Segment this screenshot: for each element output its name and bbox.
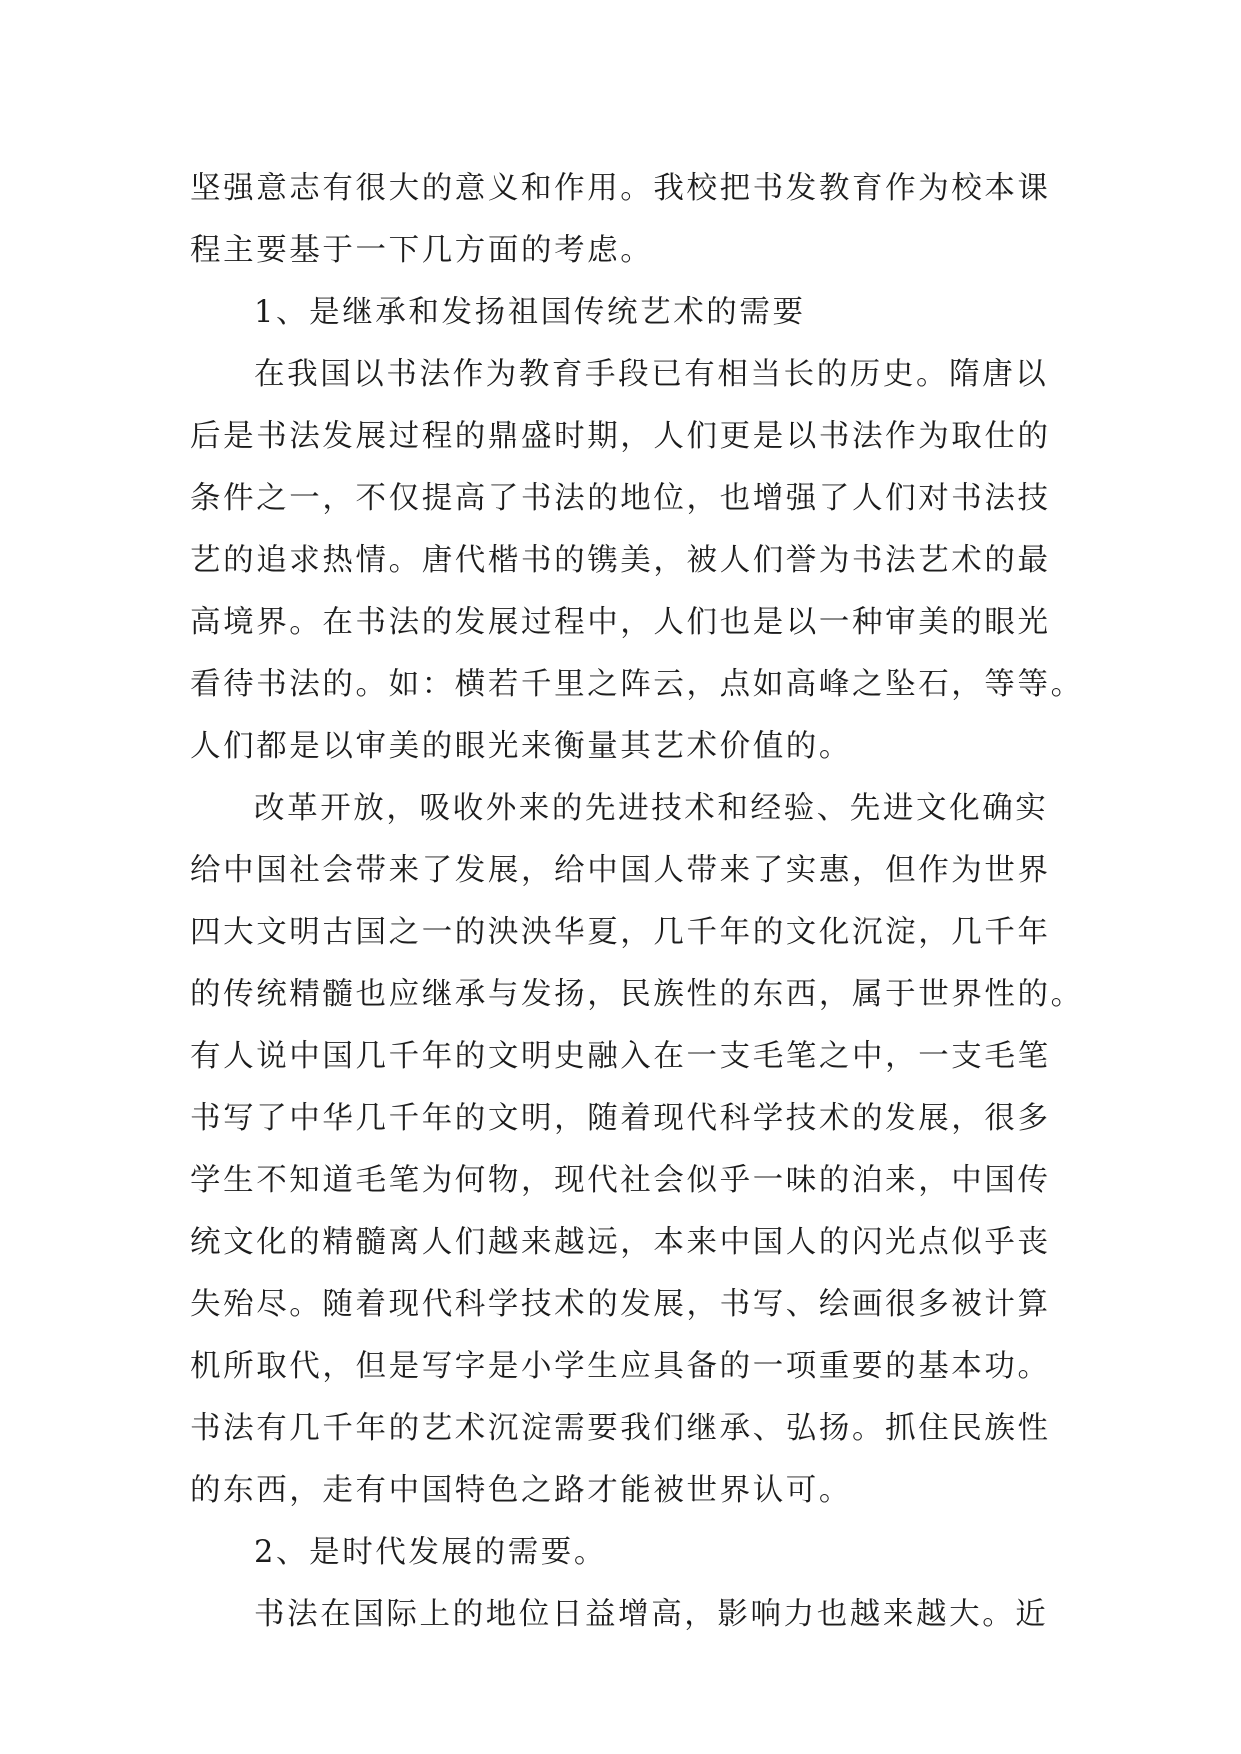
text-line: 后是书法发展过程的鼎盛时期，人们更是以书法作为取仕的	[190, 419, 1051, 454]
text-line: 程主要基于一下几方面的考虑。	[190, 233, 654, 268]
text-line: 条件之一，不仅提高了书法的地位，也增强了人们对书法技	[190, 481, 1051, 516]
text-line: 的传统精髓也应继承与发扬，民族性的东西，属于世界性的。	[190, 977, 1084, 1012]
body-text	[190, 158, 1084, 1646]
text-line: 书法有几千年的艺术沉淀需要我们继承、弘扬。抓住民族性	[190, 1411, 1051, 1446]
text-line: 在我国以书法作为教育手段已有相当长的历史。隋唐以	[254, 357, 1049, 392]
text-line: 的东西，走有中国特色之路才能被世界认可。	[190, 1473, 852, 1508]
text-line: 坚强意志有很大的意义和作用。我校把书发教育作为校本课	[190, 171, 1051, 206]
text-line: 给中国社会带来了发展，给中国人带来了实惠，但作为世界	[190, 853, 1051, 888]
section-heading: 1、是继承和发扬祖国传统艺术的需要	[254, 295, 806, 330]
text-line: 改革开放，吸收外来的先进技术和经验、先进文化确实	[254, 791, 1049, 826]
text-line: 人们都是以审美的眼光来衡量其艺术价值的。	[190, 729, 852, 764]
text-line: 有人说中国几千年的文明史融入在一支毛笔之中，一支毛笔	[190, 1039, 1051, 1074]
text-line: 书写了中华几千年的文明，随着现代科学技术的发展，很多	[190, 1101, 1051, 1136]
text-line: 统文化的精髓离人们越来越远，本来中国人的闪光点似乎丧	[190, 1225, 1051, 1260]
text-line: 学生不知道毛笔为何物，现代社会似乎一味的泊来，中国传	[190, 1163, 1051, 1198]
text-line: 机所取代，但是写字是小学生应具备的一项重要的基本功。	[190, 1349, 1051, 1384]
section-heading: 2、是时代发展的需要。	[254, 1535, 608, 1570]
text-line: 失殆尽。随着现代科学技术的发展，书写、绘画很多被计算	[190, 1287, 1051, 1322]
text-line: 高境界。在书法的发展过程中，人们也是以一种审美的眼光	[190, 605, 1051, 640]
text-line: 四大文明古国之一的泱泱华夏，几千年的文化沉淀，几千年	[190, 915, 1051, 950]
text-line: 看待书法的。如：横若千里之阵云，点如高峰之坠石，等等。	[190, 667, 1084, 702]
text-line: 艺的追求热情。唐代楷书的镌美，被人们誉为书法艺术的最	[190, 543, 1051, 578]
text-line: 书法在国际上的地位日益增高，影响力也越来越大。近	[254, 1597, 1049, 1632]
